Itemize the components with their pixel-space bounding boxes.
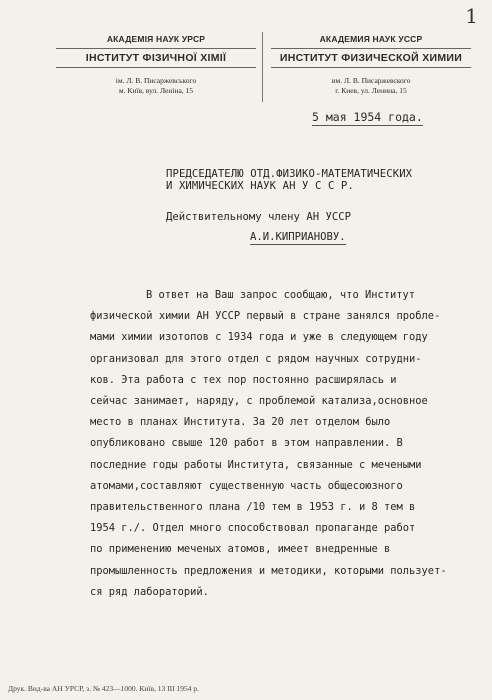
body-line: организовал для этого отдел с рядом научных сотрудни- — [90, 352, 422, 365]
address-line-1: им. Л. В. Писаржевского — [331, 76, 411, 85]
letterhead-russian — [271, 24, 471, 96]
academy-name-russian: АКАДЕМИЯ НАУК УССР — [319, 34, 423, 44]
body-line: ся ряд лабораторий. — [90, 585, 209, 598]
body-line: ков. Эта работа с тех пор постоянно расширялась и — [90, 373, 397, 386]
addressee-block — [166, 168, 476, 192]
letter-date: 5 мая 1954 года. — [312, 110, 423, 124]
address-line-1: ім. Л. В. Писаржевського — [115, 76, 197, 85]
letter-body — [90, 285, 490, 603]
address-line-2: г. Киев, ул. Ленина, 15 — [335, 86, 407, 95]
addressee-line-1: ПРЕДСЕДАТЕЛЮ ОТД.ФИЗИКО-МАТЕМАТИЧЕСКИХ — [166, 168, 413, 180]
address-ukrainian — [56, 76, 256, 96]
body-line: по применению меченых атомов, имеет внедренные в — [90, 543, 391, 556]
body-line: физической химии АН УССР первый в стране занялся пробле- — [90, 310, 441, 323]
body-line: последние годы работы Института, связанные с мечеными — [90, 458, 422, 471]
print-footer: Друк. Вид-ва АН УРСР, з. № 423—1000. Київ, 13 III 1954 р. — [8, 684, 200, 693]
institute-name-ukrainian: ІНСТИТУТ ФІЗИЧНОЇ ХІМІЇ — [56, 48, 256, 68]
letterhead-divider — [262, 32, 263, 102]
letterhead-ukrainian — [56, 24, 256, 96]
page-number: 1 — [465, 4, 478, 28]
body-line: атомами,составляют существенную часть общесоюзного — [90, 479, 403, 492]
body-line: сейчас занимает, наряду, с проблемой катализа,основное — [90, 395, 428, 408]
body-line: правительственного плана /10 тем в 1953 г. и 8 тем в — [90, 501, 416, 514]
letterhead — [56, 24, 476, 114]
address-russian — [271, 76, 471, 96]
address-line-2: м. Київ, вул. Леніна, 15 — [118, 86, 194, 95]
body-line: опубликовано свыше 120 работ в этом направлении. В — [90, 437, 403, 450]
addressee-title: Действительному члену АН УССР — [166, 211, 351, 223]
body-line: В ответ на Ваш запрос сообщаю, что Институт — [146, 289, 415, 301]
addressee-name: А.И.КИПРИАНОВУ. — [250, 231, 346, 243]
addressee-line-2: И ХИМИЧЕСКИХ НАУК АН У С С Р. — [166, 180, 354, 192]
academy-name-ukrainian: АКАДЕМІЯ НАУК УРСР — [106, 34, 206, 44]
body-line: промышленность предложения и методики, которыми пользует- — [90, 564, 447, 577]
body-line: 1954 г./. Отдел много способствовал пропаганде работ — [90, 522, 416, 535]
body-line: мами химии изотопов с 1934 года и уже в следующем году — [90, 331, 428, 344]
body-line: место в планах Института. За 20 лет отделом было — [90, 416, 391, 429]
institute-name-russian: ИНСТИТУТ ФИЗИЧЕСКОЙ ХИМИИ — [271, 48, 471, 68]
